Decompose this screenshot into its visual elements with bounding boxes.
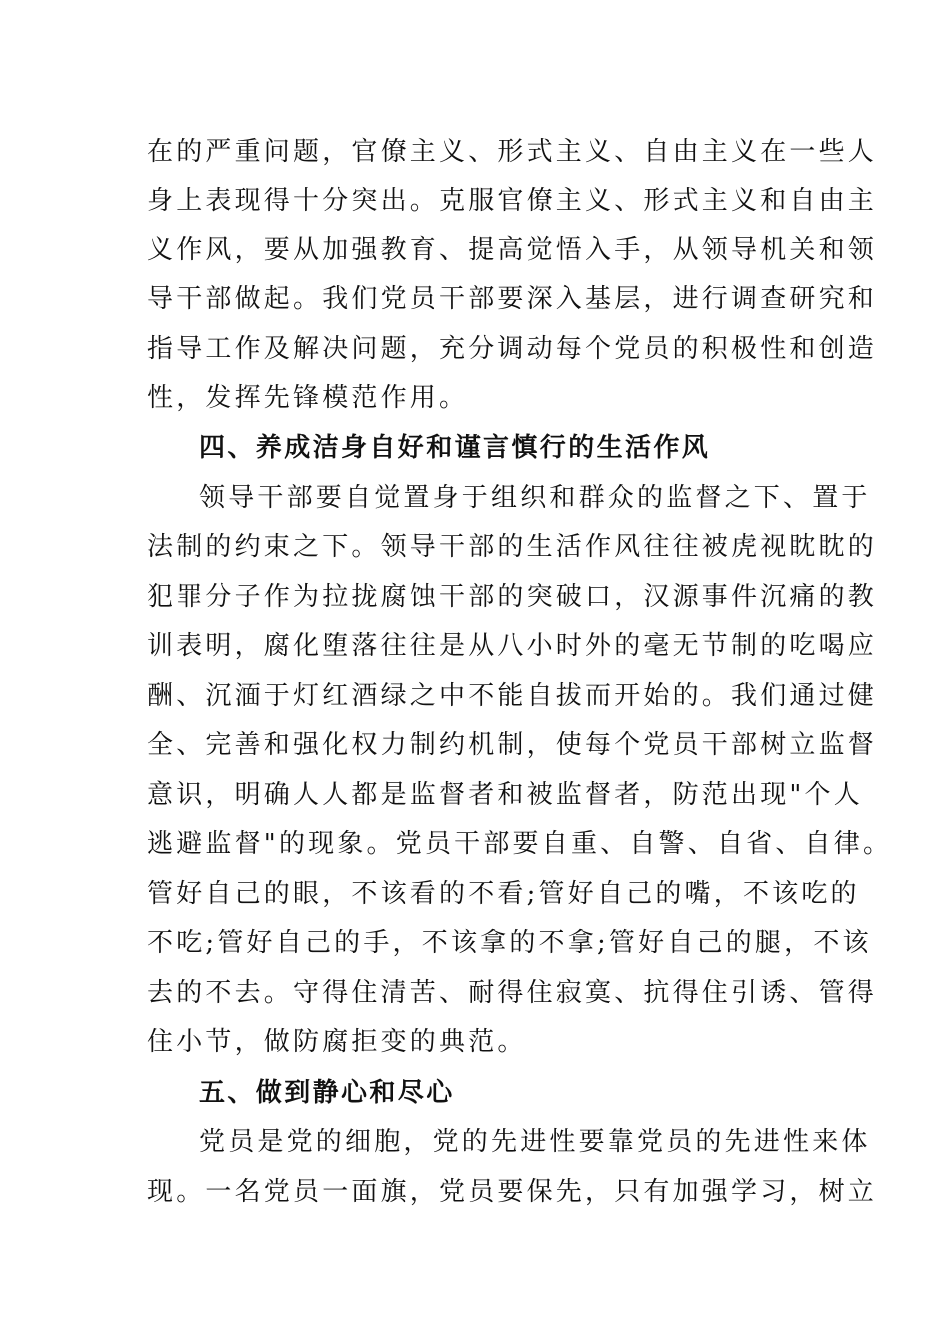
- body-text-line: 酬、沉湎于灯红酒绿之中不能自拔而开始的。我们通过健: [147, 681, 878, 711]
- body-text-line: 在的严重问题，官僚主义、形式主义、自由主义在一些人: [147, 137, 878, 167]
- body-text-line: 导干部做起。我们党员干部要深入基层，进行调查研究和: [147, 284, 878, 314]
- paragraph-first-line: 领导干部要自觉置身于组织和群众的监督之下、置于: [199, 483, 871, 513]
- body-text-line: 义作风，要从加强教育、提高觉悟入手，从领导机关和领: [147, 235, 878, 265]
- section-heading-four: 四、养成洁身自好和谨言慎行的生活作风: [199, 433, 711, 463]
- body-text-line: 身上表现得十分突出。克服官僚主义、形式主义和自由主: [147, 186, 878, 216]
- body-text-line: 训表明，腐化堕落往往是从八小时外的毫无节制的吃喝应: [147, 631, 878, 661]
- section-heading-five: 五、做到静心和尽心: [199, 1078, 455, 1108]
- body-text-line: 逃避监督"的现象。党员干部要自重、自警、自省、自律。: [147, 829, 893, 859]
- body-text-line: 全、完善和强化权力制约机制，使每个党员干部树立监督: [147, 730, 878, 760]
- body-text-line: 住小节，做防腐拒变的典范。: [147, 1027, 527, 1057]
- body-text-line: 指导工作及解决问题，充分调动每个党员的积极性和创造: [147, 334, 878, 364]
- body-text-line: 法制的约束之下。领导干部的生活作风往往被虎视眈眈的: [147, 532, 878, 562]
- body-text-line: 性，发挥先锋模范作用。: [147, 383, 469, 413]
- body-text-line: 不吃;管好自己的手，不该拿的不拿;管好自己的腿，不该: [147, 928, 872, 958]
- body-text-line: 去的不去。守得住清苦、耐得住寂寞、抗得住引诱、管得: [147, 978, 878, 1008]
- paragraph-first-line: 党员是党的细胞，党的先进性要靠党员的先进性来体: [199, 1127, 871, 1157]
- body-text-line: 管好自己的眼，不该看的不看;管好自己的嘴，不该吃的: [147, 879, 860, 909]
- body-text-line: 意识，明确人人都是监督者和被监督者，防范出现"个人: [147, 780, 863, 810]
- body-text-line: 现。一名党员一面旗，党员要保先，只有加强学习，树立: [147, 1177, 878, 1207]
- body-text-line: 犯罪分子作为拉拢腐蚀干部的突破口，汉源事件沉痛的教: [147, 582, 878, 612]
